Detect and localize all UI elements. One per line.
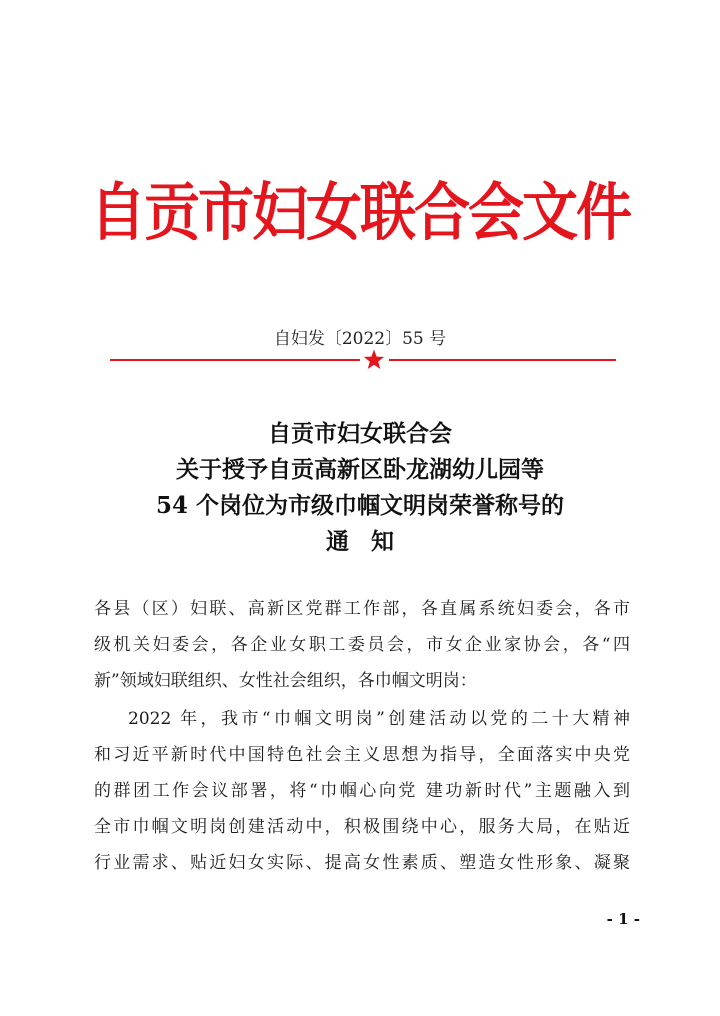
page-number: - 1 - xyxy=(606,910,640,928)
notice-title-line-1: 自贡市妇女联合会 xyxy=(268,420,452,447)
body-line-4: 2022 年，我市“巾帼文明岗”创建活动以党的二十大精神 xyxy=(128,709,630,729)
body-line-6: 的群团工作会议部署，将“巾帼心向党 建功新时代”主题融入到 xyxy=(94,781,630,801)
body-line-3: 新”领域妇联组织、女性社会组织，各巾帼文明岗： xyxy=(94,671,477,691)
body-line-8: 行业需求、贴近妇女实际、提高女性素质、塑造女性形象、凝聚 xyxy=(94,853,630,873)
body-line-7: 全市巾帼文明岗创建活动中，积极围绕中心，服务大局，在贴近 xyxy=(94,817,630,837)
masthead-title: 自贡市妇女联合会文件 xyxy=(90,175,630,250)
notice-title-line-4: 通知 xyxy=(326,528,416,555)
notice-title-line-2: 关于授予自贡高新区卧龙湖幼儿园等 xyxy=(176,456,544,483)
star-icon xyxy=(362,348,386,372)
red-rule-right xyxy=(389,359,616,361)
body-line-1: 各县（区）妇联、高新区党群工作部，各直属系统妇委会，各市 xyxy=(94,599,630,619)
body-line-5: 和习近平新时代中国特色社会主义思想为指导，全面落实中央党 xyxy=(94,745,630,765)
red-rule-left xyxy=(110,359,360,361)
body-line-2: 级机关妇委会，各企业女职工委员会，市女企业家协会，各“四 xyxy=(94,635,630,655)
document-number: 自妇发〔2022〕55 号 xyxy=(273,329,447,349)
notice-title-line-3: 54 个岗位为市级巾帼文明岗荣誉称号的 xyxy=(155,492,564,519)
